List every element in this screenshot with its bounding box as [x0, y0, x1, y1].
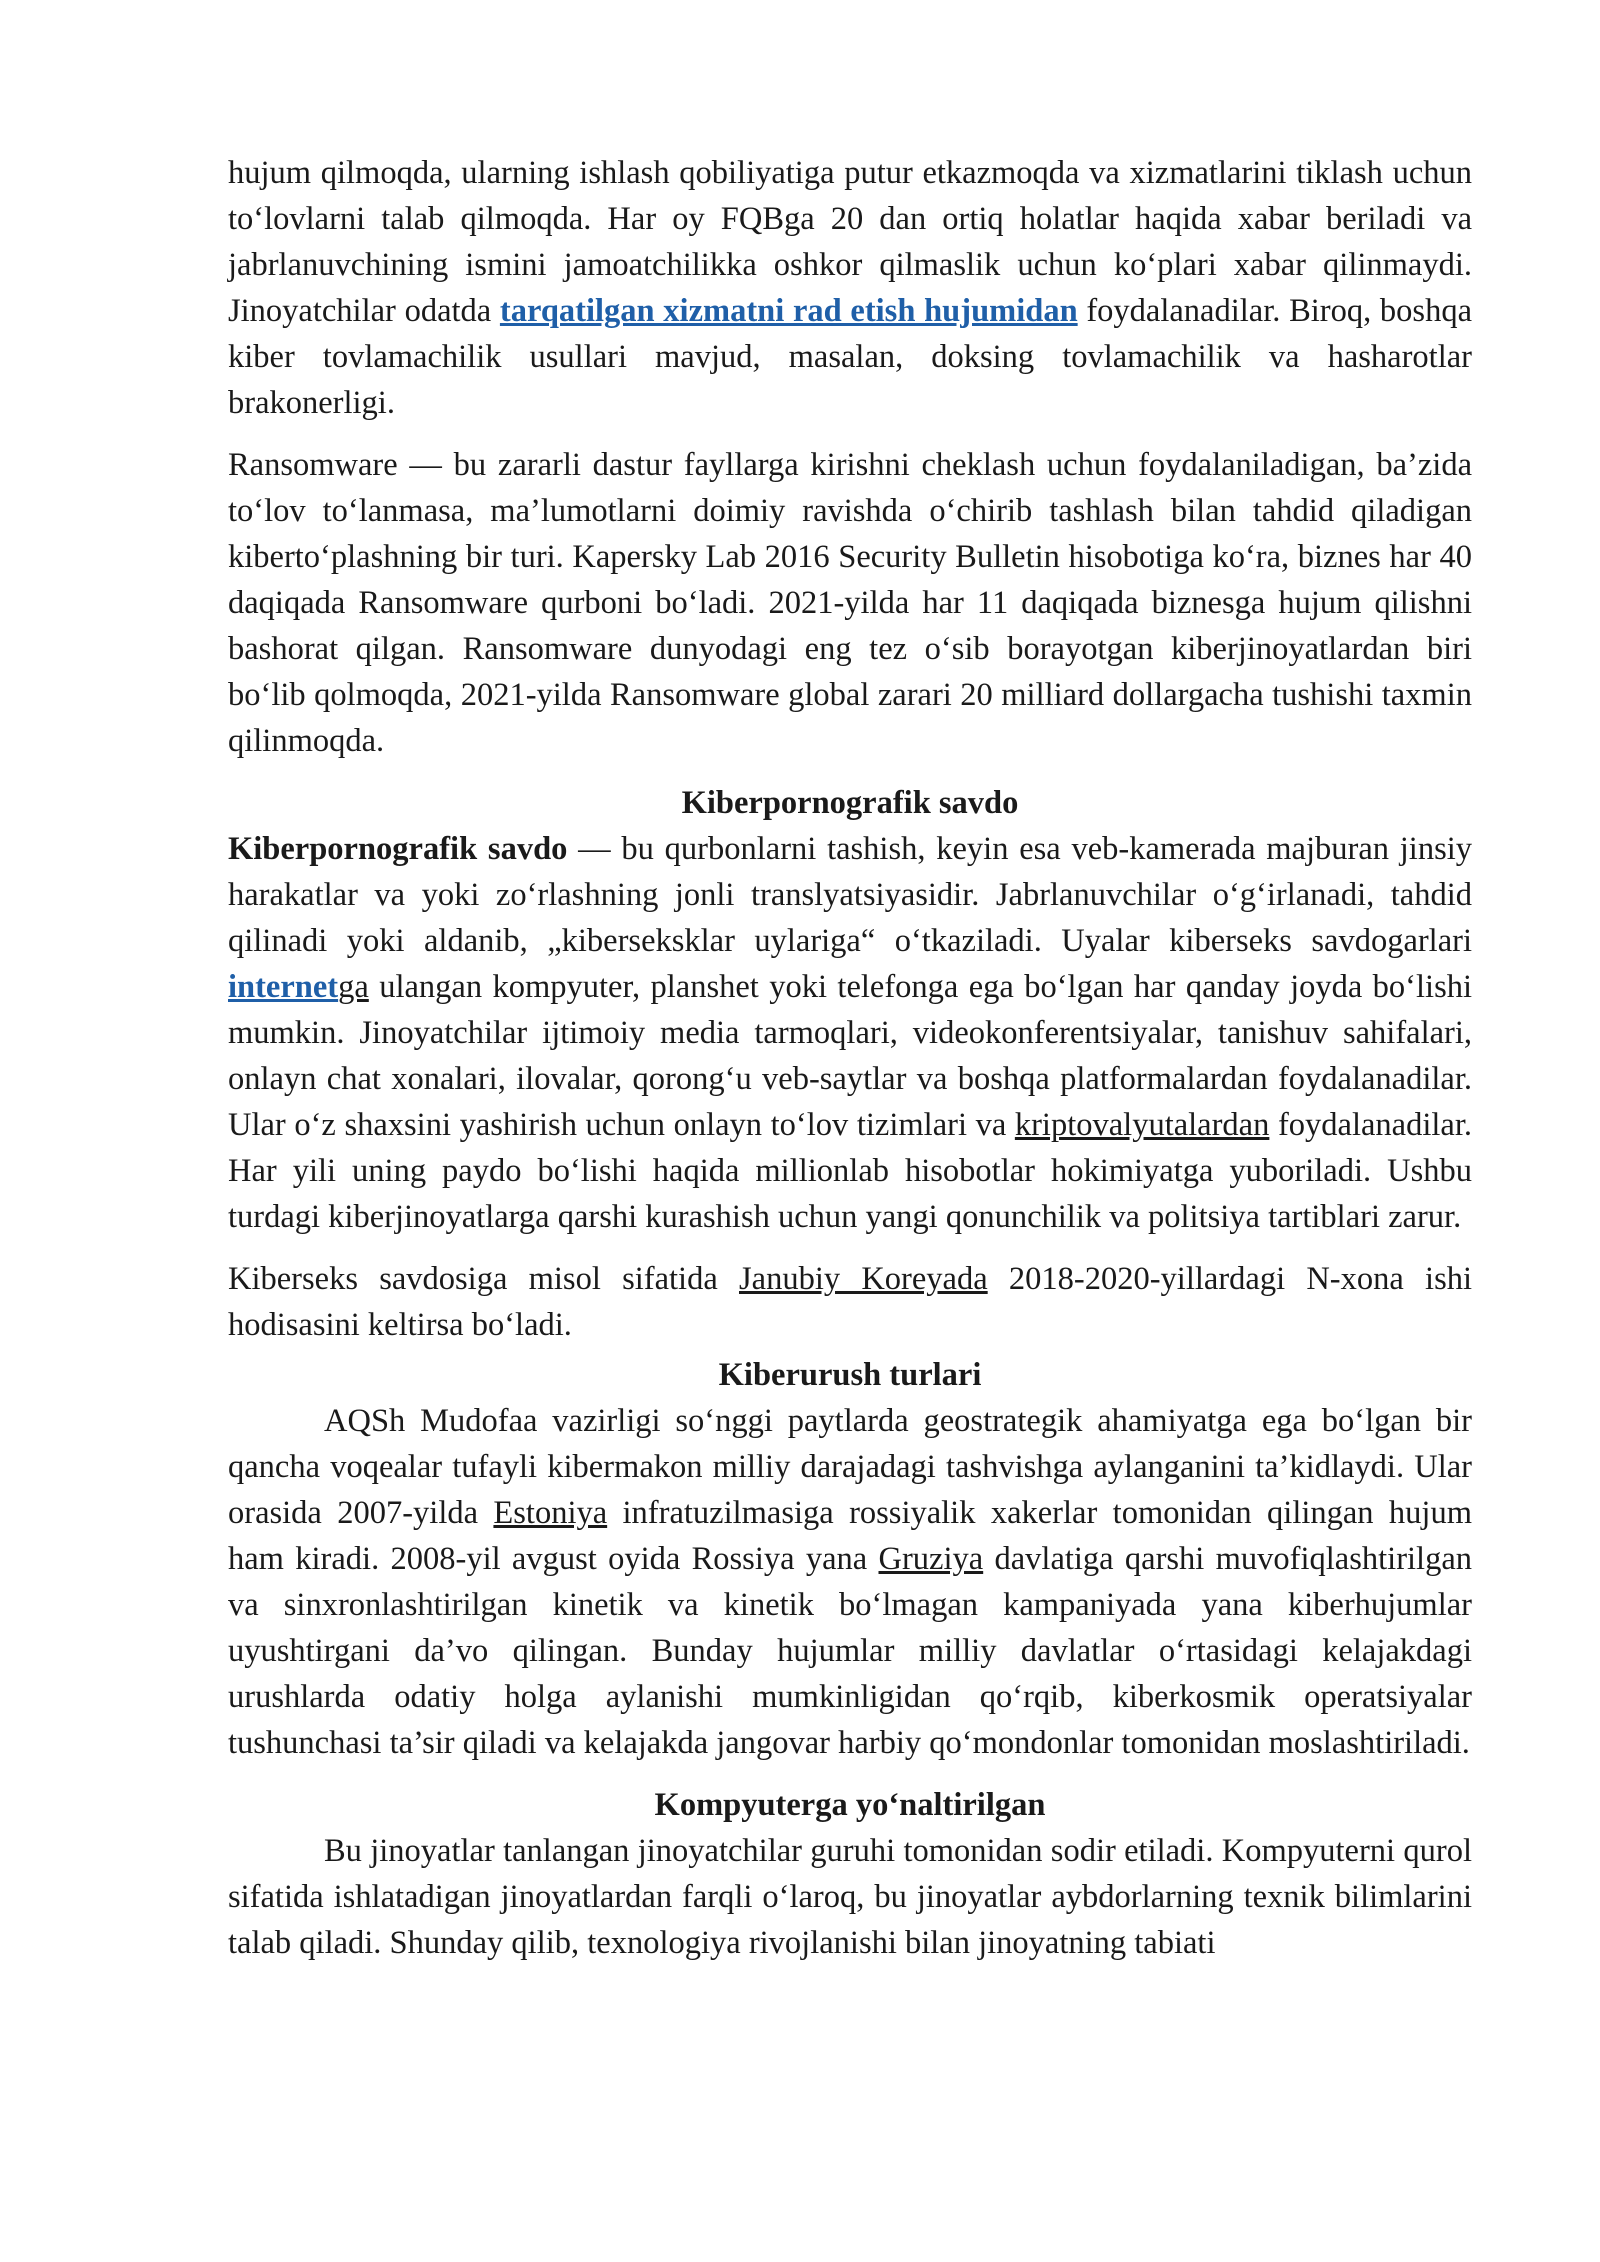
paragraph-text: ulangan kompyuter, planshet yoki telefonga ega bo‘lgan har qanday joyda bo‘lishi mumkin. Jinoyatchilar ijtimoiy media tarmoqlari, videokonferentsiyalar, tanishuv sahifalari, onlayn chat xonalari, ilovalar, qorong‘u veb-saytlar va boshqa platformalardan foydalanadilar. Ular o‘z shaxsini yashirish uchun onlayn to‘lov tizimlari va — [228, 969, 1472, 1143]
paragraph-computer-targeted: Bu jinoyatlar tanlangan jinoyatchilar guruhi tomonidan sodir etiladi. Kompyuterni qurol sifatida ishlatadigan jinoyatlardan farqli o‘laroq, bu jinoyatlar aybdorlarning texnik bilimlarini talab qiladi. Shunday qilib, texnologiya rivojlanishi bilan jinoyatning tabiati — [228, 1833, 1472, 1961]
paragraph-text: hujum qilmoqda, ularning ishlash qobiliyatiga putur etkazmoqda va xizmatlarini tiklash uchun to‘lovlarni talab qilmoqda. Har oy FQBga 20 dan ortiq holatlar haqida xabar beriladi va jabrlanuvchining ismini jamoatchilikka oshkor qilmaslik uchun ko‘plari xabar qilinmaydi. Jinoyatchilar odatda — [228, 155, 1472, 329]
section-heading-cyberwar: Kiberurush turlari — [718, 1357, 982, 1393]
paragraph-text: Kiberseks savdosiga misol sifatida — [228, 1261, 739, 1297]
south-korea-link[interactable]: Janubiy Koreyada — [739, 1261, 988, 1297]
paragraph-text: foydalanadilar. Biroq, boshqa kiber tovlamachilik usullari mavjud, masalan, doksing tovlamachilik va hasharotlar brakonerligi. — [228, 293, 1472, 421]
section-heading-cyberporn: Kiberpornografik savdo — [681, 785, 1019, 821]
paragraph-text: — bu qurbonlarni tashish, keyin esa veb-kamerada majburan jinsiy harakatlar va yoki zo‘rlashning jonli translyatsiyasidir. Jabrlanuvchilar o‘g‘irlanadi, tahdid qilinadi yoki aldanib, „kiberseksklar uylariga“ o‘tkaziladi. Uyalar kiberseks savdogarlari — [228, 831, 1472, 959]
section-heading-computer-targeted: Kompyuterga yo‘naltirilgan — [654, 1787, 1046, 1823]
cryptocurrency-link[interactable]: kriptovalyutalardan — [1014, 1107, 1270, 1143]
paragraph-cyberwar — [228, 1398, 1472, 1766]
ddos-link[interactable]: tarqatilgan xizmatni rad etish hujumidan — [499, 293, 1078, 329]
paragraph-text: infratuzilmasiga rossiyalik xakerlar tomonidan qilingan hujum ham kiradi. 2008-yil avgust oyida Rossiya yana — [228, 1495, 1472, 1577]
estonia-link[interactable]: Estoniya — [493, 1495, 608, 1531]
term-bold: Kiberpornografik savdo — [228, 831, 568, 867]
paragraph-ransomware: Ransomware — bu zararli dastur fayllarga kirishni cheklash uchun foydalaniladigan, ba’zida to‘lov to‘lanmasa, ma’lumotlarni doimiy ravishda o‘chirib tashlash bilan tahdid qiladigan kiberto‘plashning bir turi. Kapersky Lab 2016 Security Bulletin hisobotiga ko‘ra, biznes har 40 daqiqada Ransomware qurboni bo‘ladi. 2021-yilda har 11 daqiqada biznesga hujum qilishni bashorat qilgan. Ransomware dunyodagi eng tez o‘sib borayotgan kiberjinoyatlardan biri bo‘lib qolmoqda, 2021-yilda Ransomware global zarari 20 milliard dollargacha tushishi taxmin qilinmoqda. — [228, 447, 1472, 759]
internet-link[interactable]: internet — [228, 969, 339, 1005]
paragraph-ddos-extortion — [228, 150, 1472, 426]
paragraph-text: 2018-2020-yillardagi N-xona ishi hodisasini keltirsa bo‘ladi. — [228, 1261, 1472, 1343]
internet-link-suffix[interactable]: ga — [338, 969, 369, 1005]
paragraph-n-room-case — [228, 1256, 1472, 1348]
paragraph-text: AQSh Mudofaa vazirligi so‘nggi paytlarda geostrategik ahamiyatga ega bo‘lgan bir qancha voqealar tufayli kibermakon milliy darajadagi tashvishga aylanganini ta’kidlaydi. Ular orasida 2007-yilda — [228, 1403, 1472, 1531]
paragraph-text: foydalanadilar. Har yili uning paydo bo‘lishi haqida millionlab hisobotlar hokimiyatga yuboriladi. Ushbu turdagi kiberjinoyatlarga qarshi kurashish uchun yangi qonunchilik va politsiya tartiblari zarur. — [228, 1107, 1472, 1235]
paragraph-cyberporn — [228, 826, 1472, 1240]
georgia-link[interactable]: Gruziya — [878, 1541, 984, 1577]
paragraph-text: davlatiga qarshi muvofiqlashtirilgan va sinxronlashtirilgan kinetik va kinetik bo‘lmagan kampaniyada yana kiberhujumlar uyushtirgani da’vo qilingan. Bunday hujumlar milliy davlatlar o‘rtasidagi kelajakdagi urushlarda odatiy holga aylanishi mumkinligidan qo‘rqib, kiberkosmik operatsiyalar tushunchasi ta’sir qiladi va kelajakda jangovar harbiy qo‘mondonlar tomonidan moslashtiriladi. — [228, 1541, 1472, 1761]
page-content — [228, 150, 1472, 1966]
